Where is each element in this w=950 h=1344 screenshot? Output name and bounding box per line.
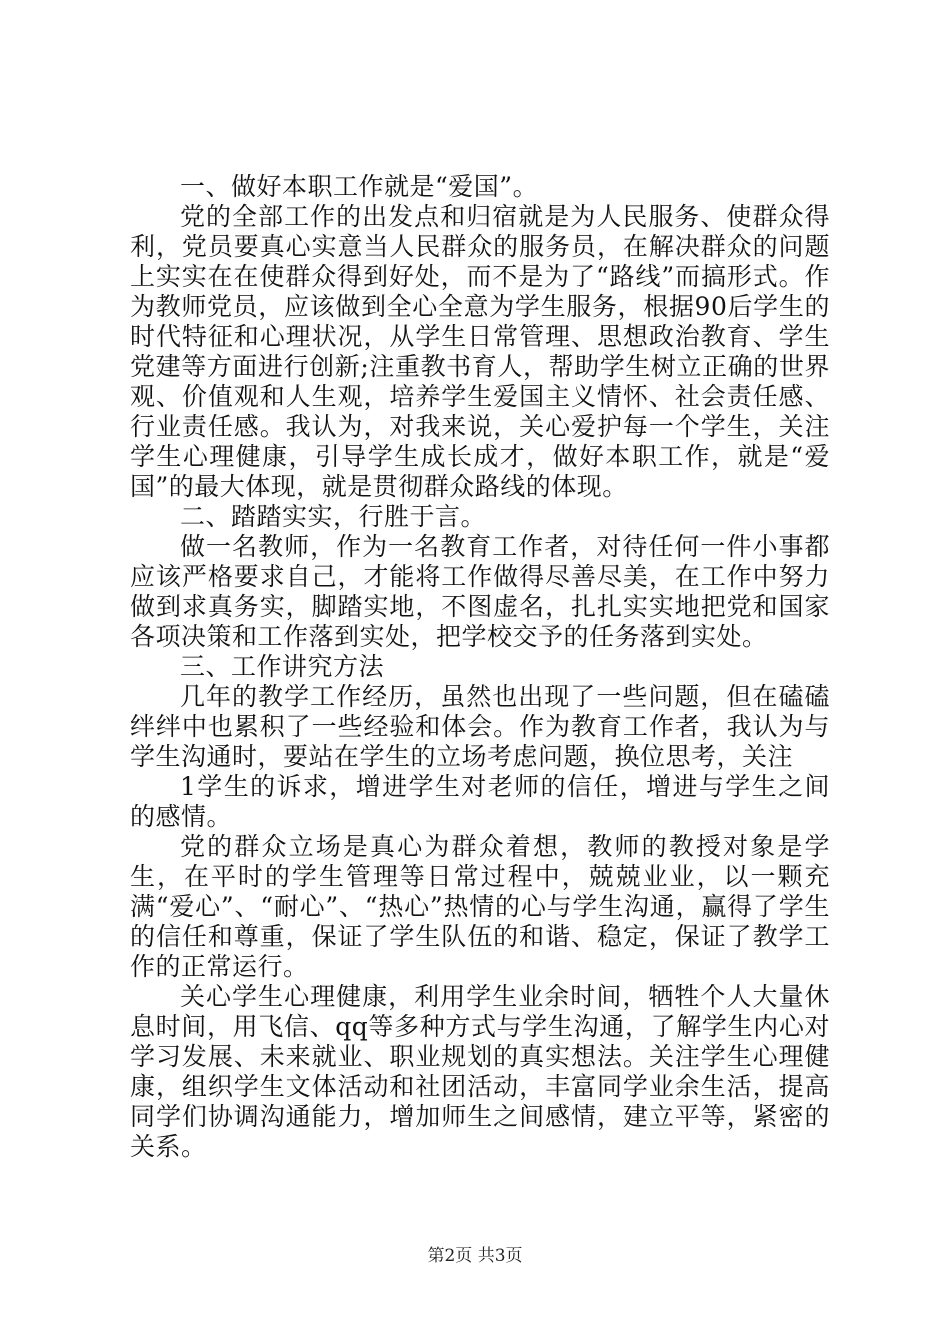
section-heading-2: 二、踏踏实实，行胜于言。: [180, 502, 487, 531]
paragraph-3: 几年的教学工作经历，虽然也出现了一些问题，但在磕磕绊绊中也累积了一些经验和体会。作为教育工作者，我认为与学生沟通时，要站在学生的立场考虑问题，换位思考，关注: [130, 682, 830, 771]
section-heading-3: 三、工作讲究方法: [180, 652, 385, 681]
document-body: [130, 172, 830, 1162]
paragraph-4: 1学生的诉求，增进学生对老师的信任，增进与学生之间的感情。: [130, 772, 830, 831]
paragraph-5: 党的群众立场是真心为群众着想，教师的教授对象是学生，在平时的学生管理等日常过程中，兢兢业业，以一颗充满“爱心”、“耐心”、“热心”热情的心与学生沟通，赢得了学生的信任和尊重，保证了学生队伍的和谐、稳定，保证了教学工作的正常运行。: [130, 832, 830, 981]
page-number-label: 第2页 共3页: [427, 1246, 523, 1266]
paragraph-6: 关心学生心理健康，利用学生业余时间，牺牲个人大量休息时间，用飞信、qq等多种方式与学生沟通，了解学生内心对学习发展、未来就业、职业规划的真实想法。关注学生心理健康，组织学生文体活动和社团活动，丰富同学业余生活，提高同学们协调沟通能力，增加师生之间感情，建立平等，紧密的关系。: [130, 982, 830, 1161]
page-footer: [0, 1244, 950, 1268]
paragraph-1: 党的全部工作的出发点和归宿就是为人民服务、使群众得利，党员要真心实意当人民群众的服务员，在解决群众的问题上实实在在使群众得到好处，而不是为了“路线”而搞形式。作为教师党员，应该做到全心全意为学生服务，根据90后学生的时代特征和心理状况，从学生日常管理、思想政治教育、学生党建等方面进行创新;注重教书育人，帮助学生树立正确的世界观、价值观和人生观，培养学生爱国主义情怀、社会责任感、行业责任感。我认为，对我来说，关心爱护每一个学生，关注学生心理健康，引导学生成长成才，做好本职工作，就是“爱国”的最大体现，就是贯彻群众路线的体现。: [130, 202, 830, 501]
paragraph-2: 做一名教师，作为一名教育工作者，对待任何一件小事都应该严格要求自己，才能将工作做得尽善尽美，在工作中努力做到求真务实，脚踏实地，不图虚名，扎扎实实地把党和国家各项决策和工作落到实处，把学校交予的任务落到实处。: [130, 532, 830, 651]
section-heading-1: 一、做好本职工作就是“爱国”。: [180, 172, 539, 201]
